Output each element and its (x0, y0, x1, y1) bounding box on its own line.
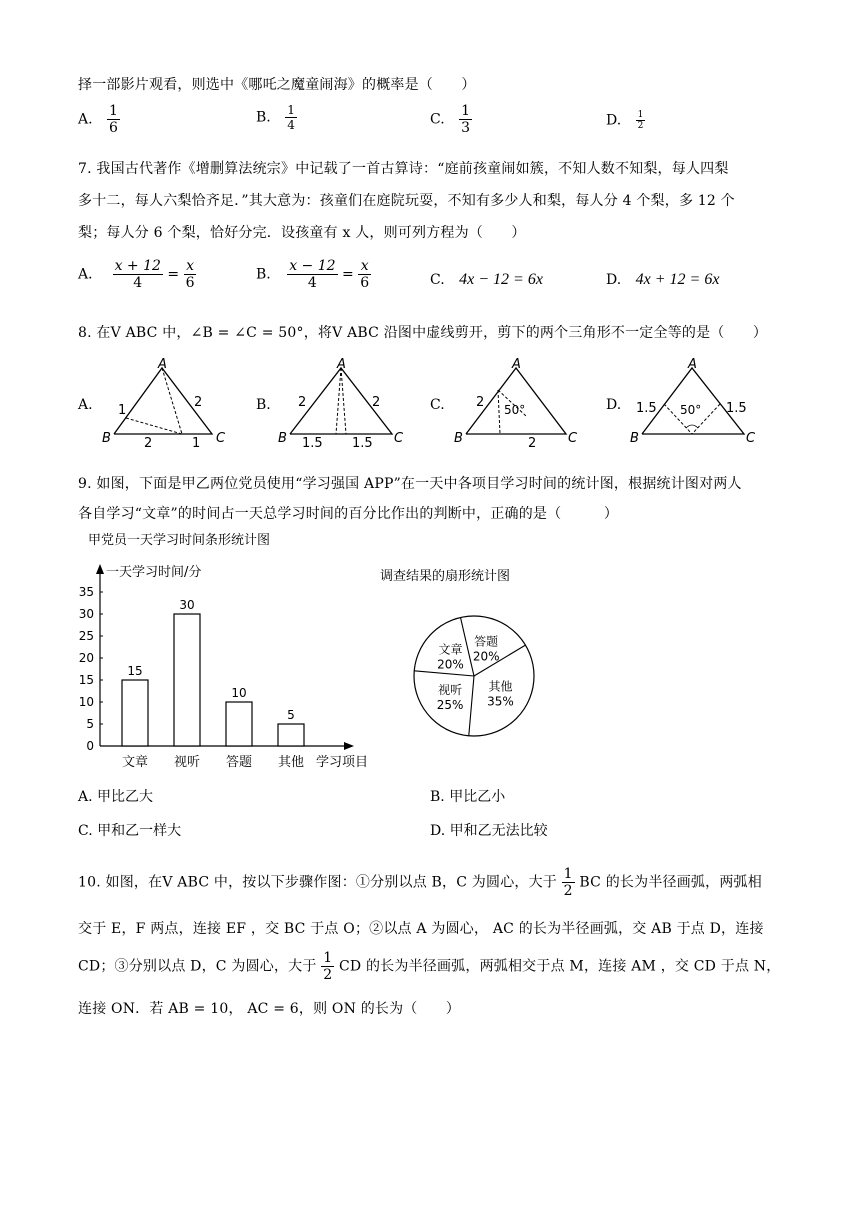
denominator: 6 (360, 275, 370, 291)
option-label: D. (606, 272, 622, 288)
pie-slice-label: 答题 (474, 634, 499, 649)
bar-data-label: 5 (287, 708, 295, 722)
length-label: 1.5 (726, 401, 747, 416)
length-label: 2 (372, 395, 381, 410)
angle-label: 50° (680, 403, 702, 417)
numerator: x (186, 258, 194, 274)
q6-stem: 择一部影片观看，则选中《哪吒之魔童闹海》的概率是（ ） (78, 77, 476, 93)
pie-slice-value: 20% (472, 649, 500, 664)
y-tick-label: 0 (86, 739, 94, 753)
q8-option-c-label[interactable]: C. (430, 397, 445, 413)
q10-line-4: 连接 ON．若 AB = 10， AC = 6，则 ON 的长为（ ） (78, 1001, 461, 1017)
vertex-a-label: A (158, 357, 167, 372)
q9-option-d[interactable]: D. 甲和乙无法比较 (430, 823, 548, 839)
q6-option-a[interactable] (78, 103, 120, 136)
x-tick-label: 答题 (225, 755, 253, 770)
bar-data-label: 15 (127, 664, 143, 678)
fraction-half (562, 866, 575, 899)
length-label: 1 (118, 403, 127, 418)
y-tick-label: 10 (78, 695, 94, 709)
triangle-figure-c (450, 356, 590, 448)
cut-line (341, 368, 346, 434)
bar-data-label: 30 (179, 598, 195, 612)
q8-stem: 8. 在V ABC 中，∠B = ∠C = 50°，将V ABC 沿图中虚线剪开，剪下的两个三角形不一定全等的是（ ） (78, 325, 768, 341)
numerator: 1 (323, 950, 333, 966)
pie-chart (370, 558, 590, 758)
pie-slice-label: 视听 (438, 683, 463, 698)
option-label: D. (606, 112, 622, 129)
q8-option-a-label[interactable]: A. (78, 397, 93, 413)
denominator: 4 (287, 118, 295, 132)
equation: 4x + 12 = 6x (635, 271, 720, 288)
q9-option-b[interactable]: B. 甲比乙小 (430, 789, 506, 805)
vertex-a-label: A (512, 357, 521, 372)
option-label: B. (256, 109, 271, 126)
cut-line (126, 418, 182, 434)
numerator: 1 (637, 110, 644, 120)
denominator: 6 (109, 120, 118, 136)
triangle-figure-b (274, 356, 414, 448)
vertex-b-label: B (102, 431, 111, 446)
y-tick-label: 30 (78, 607, 94, 621)
denominator: 2 (323, 967, 333, 983)
equation: 4x − 12 = 6x (459, 271, 543, 288)
vertex-b-label: B (454, 431, 463, 446)
vertex-b-label: B (278, 431, 287, 446)
q8-option-d-label[interactable]: D. (606, 397, 622, 413)
q7-line-2: 多十二，每人六梨恰齐足．”其大意为：孩童们在庭院玩耍，不知有多少人和梨，每人分 4 个梨，多 12 个 (78, 193, 735, 209)
vertex-c-label: C (568, 431, 578, 446)
fraction (184, 258, 197, 291)
triangle-figure-d (626, 356, 766, 448)
y-axis-arrow (96, 564, 104, 574)
vertex-c-label: C (216, 431, 226, 446)
option-label: C. (430, 272, 445, 288)
cut-line (336, 368, 341, 434)
vertex-c-label: C (746, 431, 756, 446)
q7-option-a[interactable] (78, 258, 196, 291)
q8-option-b-label[interactable]: B. (256, 397, 271, 413)
pie-slice-label: 文章 (438, 642, 463, 657)
triangle-figure-a (96, 356, 236, 448)
fraction-half (321, 950, 334, 983)
fraction (113, 258, 163, 291)
x-tick-label: 其他 (277, 755, 305, 770)
cut-line (498, 390, 500, 434)
angle-arc (686, 425, 698, 428)
x-tick-label: 视听 (173, 755, 201, 770)
bar (226, 702, 252, 746)
numerator: x + 12 (114, 258, 161, 274)
vertex-a-label: A (688, 357, 697, 372)
numerator: 1 (461, 103, 471, 119)
length-label: 1.5 (352, 436, 373, 448)
q10-text: CD；③分别以点 D，C 为圆心，大于 (78, 958, 317, 975)
q7-option-c[interactable] (430, 271, 543, 289)
denominator: 6 (185, 275, 195, 291)
length-label: 2 (144, 436, 153, 448)
fraction (358, 258, 371, 291)
length-label: 1.5 (302, 436, 323, 448)
bar (174, 614, 200, 746)
denominator: 4 (113, 274, 163, 291)
bar-layer (79, 564, 354, 770)
q7-option-d[interactable] (606, 271, 719, 289)
pie-slice-value: 20% (437, 657, 464, 672)
q10-line-3 (78, 950, 780, 983)
pie-slice-edge (414, 671, 474, 676)
q10-line-2: 交于 E，F 两点，连接 EF ，交 BC 于点 O；②以点 A 为圆心， AC 的长为半径画弧，交 AB 于点 D，连接 (78, 921, 764, 937)
fraction (287, 258, 337, 291)
bar-chart-title: 甲党员一天学习时间条形统计图 (88, 533, 271, 548)
y-tick-label: 20 (78, 651, 94, 665)
q9-line-1: 9. 如图，下面是甲乙两位党员使用“学习强国 APP”在一天中各项目学习时间的统计图，根据统计图对两人 (78, 476, 742, 492)
q9-option-c[interactable]: C. 甲和乙一样大 (78, 823, 182, 839)
equals-sign: = (342, 266, 354, 283)
denominator: 2 (563, 883, 573, 899)
numerator: 1 (563, 866, 573, 882)
y-tick-label: 35 (78, 585, 94, 599)
option-label: B. (256, 266, 271, 283)
vertex-c-label: C (394, 431, 404, 446)
q10-text: CD 的长为半径画弧，两弧相交于点 M，连接 AM ，交 CD 于点 N， (339, 958, 781, 975)
length-label: 2 (528, 436, 537, 448)
q10-line-1 (78, 866, 762, 899)
q10-text: 10. 如图，在V ABC 中，按以下步骤作图：①分别以点 B，C 为圆心，大于 (78, 874, 557, 891)
pie-slice-value: 35% (487, 694, 514, 709)
cut-line (162, 368, 182, 434)
bar-chart (60, 528, 400, 778)
pie-layer (414, 616, 534, 736)
length-label: 2 (298, 395, 307, 410)
numerator: 1 (287, 103, 295, 117)
q10-text: BC 的长为半径画弧，两弧相 (579, 874, 762, 891)
denominator: 2 (637, 121, 644, 131)
length-label: 2 (476, 395, 485, 410)
vertex-a-label: A (337, 357, 346, 372)
denominator: 4 (287, 274, 337, 291)
pie-slice-label: 其他 (488, 679, 513, 694)
y-tick-label: 25 (78, 629, 94, 643)
equals-sign: = (167, 266, 180, 283)
numerator: 1 (109, 103, 118, 119)
angle-label: 50° (504, 403, 526, 417)
pie-slice-edge (469, 676, 474, 736)
q7-option-b[interactable] (256, 258, 371, 291)
q6-option-d[interactable] (606, 110, 645, 131)
bar (122, 680, 148, 746)
pie-slice-value: 25% (436, 698, 464, 713)
fraction (459, 103, 472, 136)
option-label: C. (430, 111, 445, 128)
q9-option-a[interactable]: A. 甲比乙大 (78, 789, 154, 805)
option-label: A. (78, 111, 93, 128)
y-tick-label: 5 (86, 717, 94, 731)
fraction (107, 103, 120, 136)
x-axis-arrow (344, 742, 354, 750)
length-label: 1 (192, 436, 201, 448)
q7-line-3: 梨；每人分 6 个梨，恰好分完．设孩童有 x 人，则可列方程为（ ） (78, 225, 526, 241)
y-axis-label: 一天学习时间/分 (106, 565, 202, 580)
numerator: x − 12 (289, 258, 336, 274)
denominator: 3 (461, 120, 471, 136)
x-axis-label: 学习项目 (316, 755, 369, 770)
bar (278, 724, 304, 746)
q6-option-c[interactable] (430, 103, 472, 136)
y-tick-label: 15 (78, 673, 94, 687)
length-label: 1.5 (636, 401, 657, 416)
q7-line-1: 7. 我国古代著作《增删算法统宗》中记载了一首古算诗：“庭前孩童闹如簇，不知人数不知梨，每人四梨 (78, 161, 729, 177)
q6-option-b[interactable] (256, 103, 297, 132)
q9-line-2: 各自学习“文章”的时间占一天总学习时间的百分比作出的判断中，正确的是（ ） (78, 506, 619, 522)
bar-data-label: 10 (231, 686, 247, 700)
option-label: A． (78, 266, 103, 283)
fraction (636, 110, 646, 131)
length-label: 2 (194, 395, 203, 410)
x-tick-label: 文章 (121, 755, 149, 770)
numerator: x (360, 258, 369, 274)
vertex-b-label: B (630, 431, 639, 446)
fraction (285, 103, 297, 132)
pie-chart-title: 调查结果的扇形统计图 (380, 569, 511, 584)
